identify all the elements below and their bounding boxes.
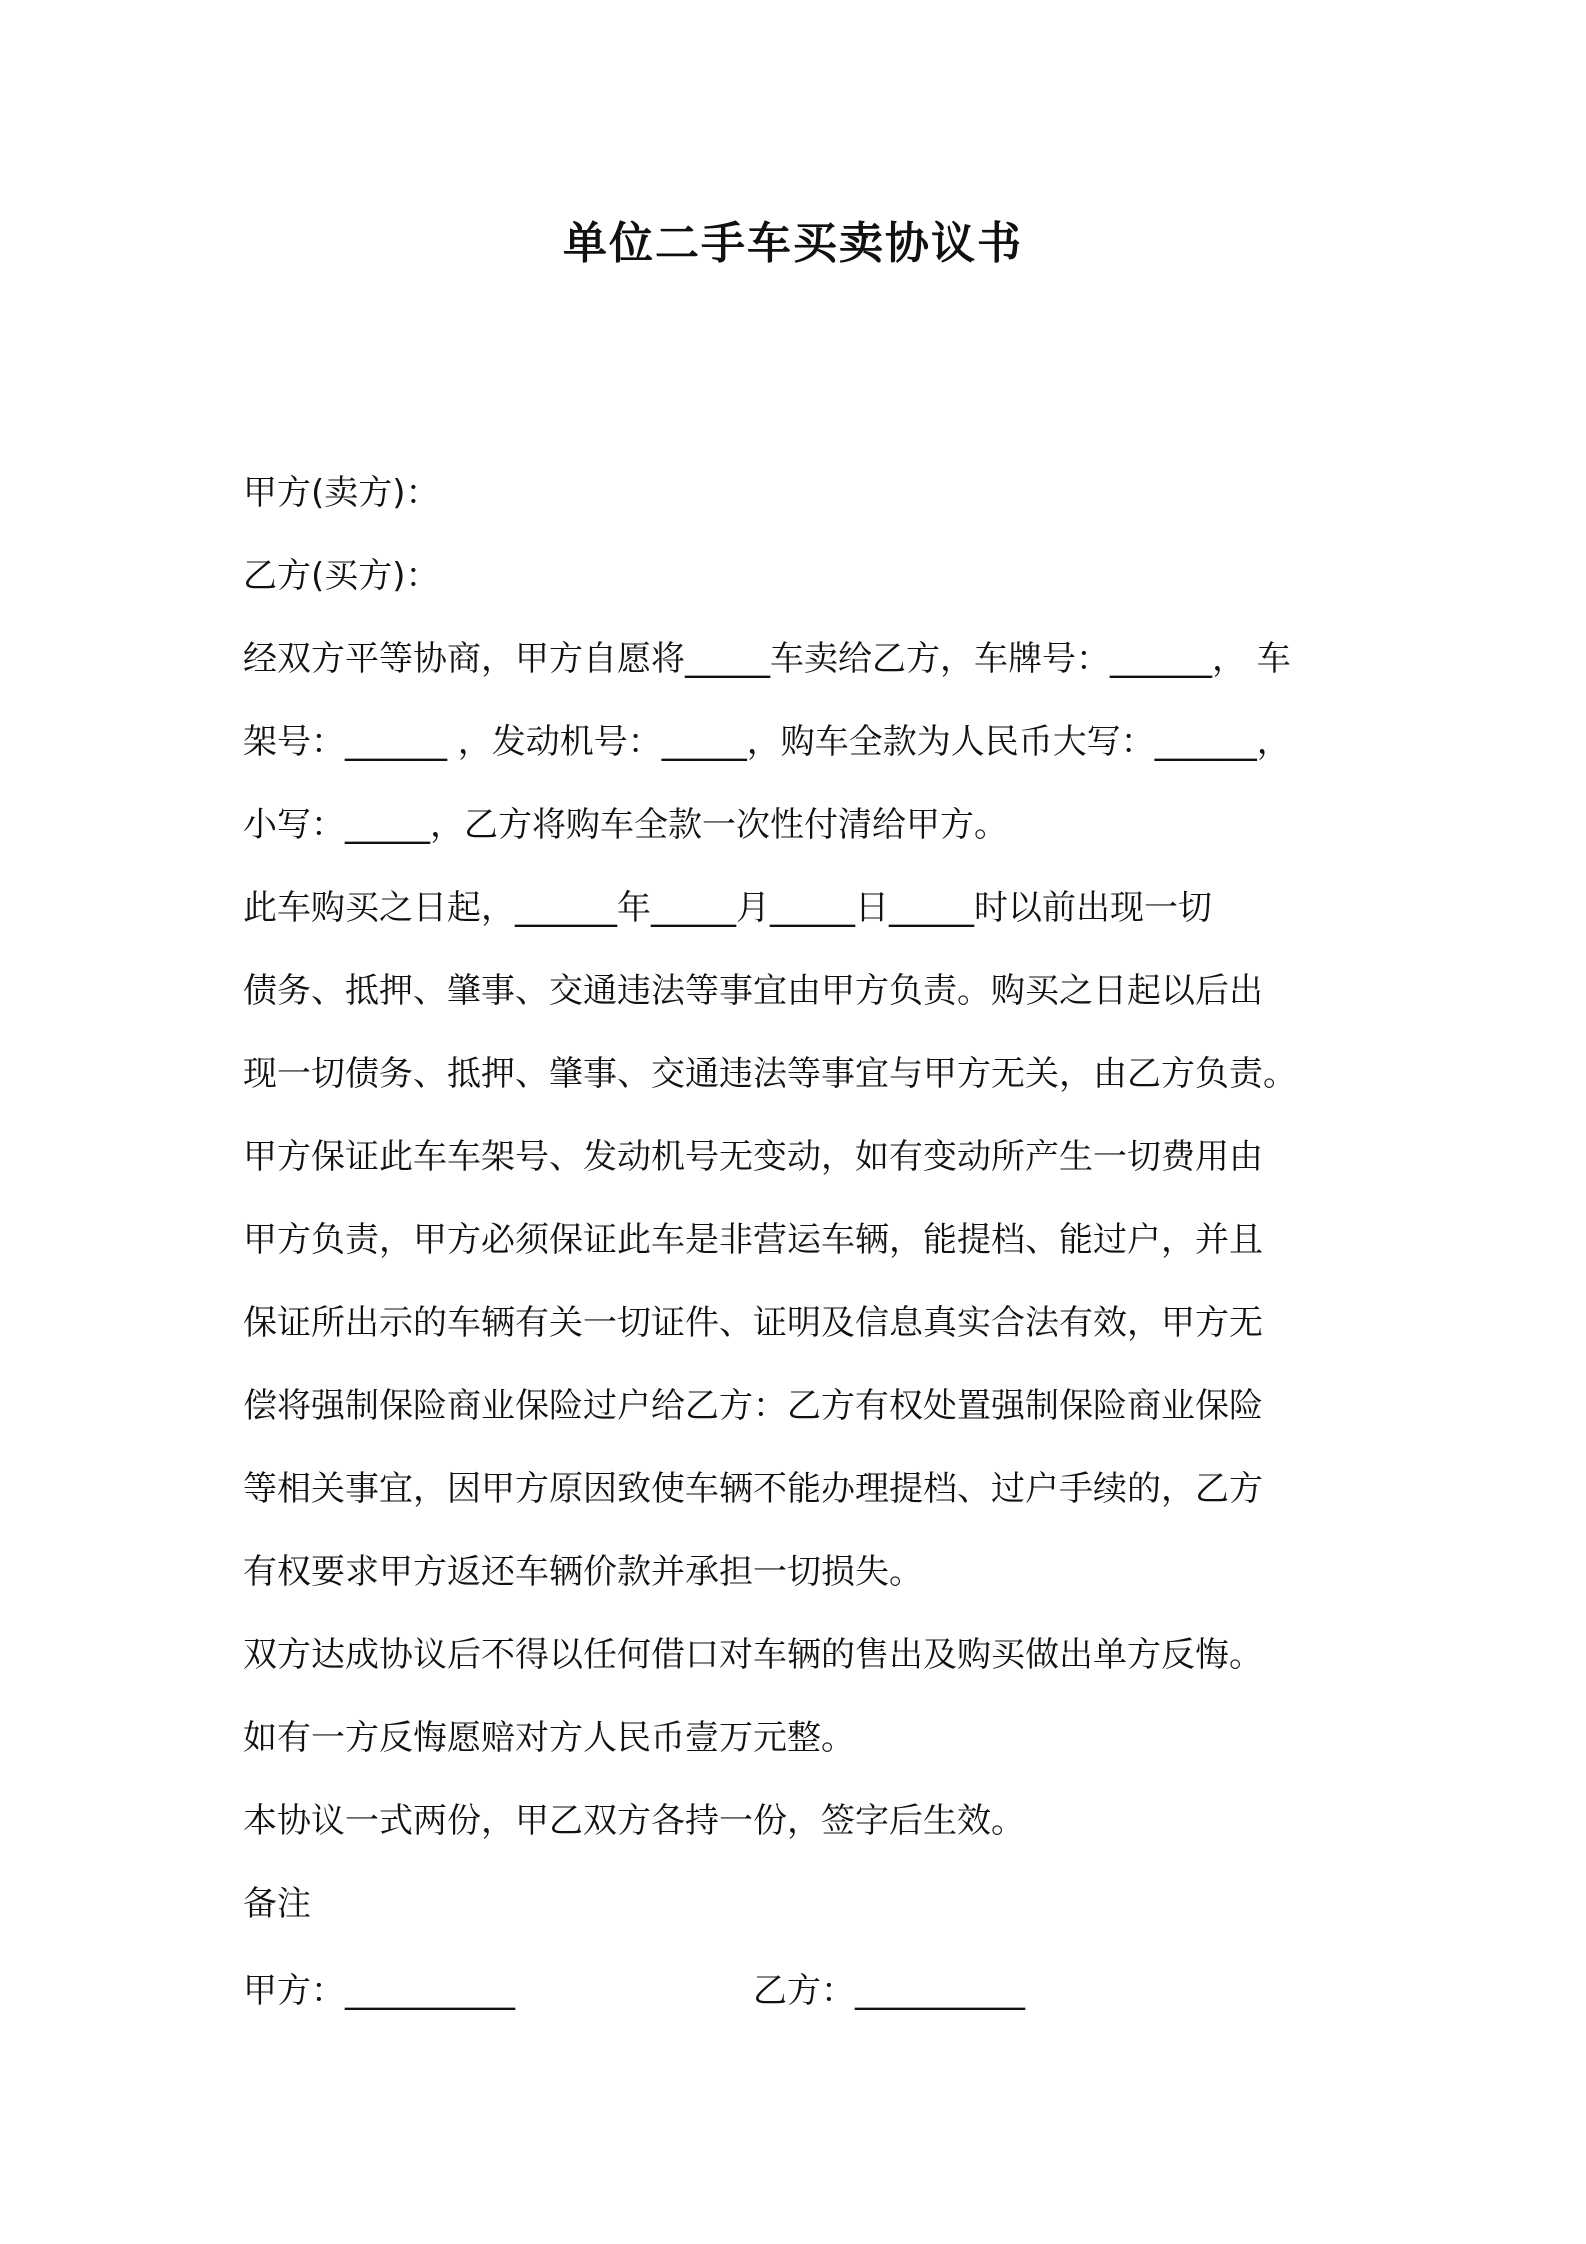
text-line: 甲方负责，甲方必须保证此车是非营运车辆，能提档、能过户，并且 [243,1220,1263,1260]
text-line: 偿将强制保险商业保险过户给乙方：乙方有权处置强制保险商业保险 [243,1386,1263,1426]
party-a-line: 甲方(卖方)： [243,473,440,513]
text-line: 保证所出示的车辆有关一切证件、证明及信息真实合法有效，甲方无 [243,1303,1263,1343]
text-line: 如有一方反悔愿赔对方人民币壹万元整。 [243,1718,855,1758]
remarks-label: 备注 [243,1884,311,1924]
text-line: 本协议一式两份，甲乙双方各持一份，签字后生效。 [243,1801,1025,1841]
text-line: 现一切债务、抵押、肇事、交通违法等事宜与甲方无关，由乙方负责。 [243,1054,1297,1094]
text-line: 有权要求甲方返还车辆价款并承担一切损失。 [243,1552,923,1592]
text-line: 小写：_____，乙方将购车全款一次性付清给甲方。 [243,805,1008,845]
text-line: 债务、抵押、肇事、交通违法等事宜由甲方负责。购买之日起以后出 [243,971,1263,1011]
party-a-signature: 甲方：__________ [243,1971,515,2011]
party-b-signature: 乙方：__________ [753,1971,1025,2011]
party-b-line: 乙方(买方)： [243,556,440,596]
text-line: 架号：______ ，发动机号：_____，购车全款为人民币大写：______， [243,722,1291,762]
text-line: 甲方保证此车车架号、发动机号无变动，如有变动所产生一切费用由 [243,1137,1263,1177]
document-body [243,452,1363,1946]
text-line: 经双方平等协商，甲方自愿将_____车卖给乙方，车牌号：______， 车 [243,639,1291,679]
text-line: 双方达成协议后不得以任何借口对车辆的售出及购买做出单方反悔。 [243,1635,1263,1675]
text-line: 等相关事宜，因甲方原因致使车辆不能办理提档、过户手续的，乙方 [243,1469,1263,1509]
document-title: 单位二手车买卖协议书 [563,218,1023,269]
text-line: 此车购买之日起，______年_____月_____日_____时以前出现一切 [243,888,1212,928]
